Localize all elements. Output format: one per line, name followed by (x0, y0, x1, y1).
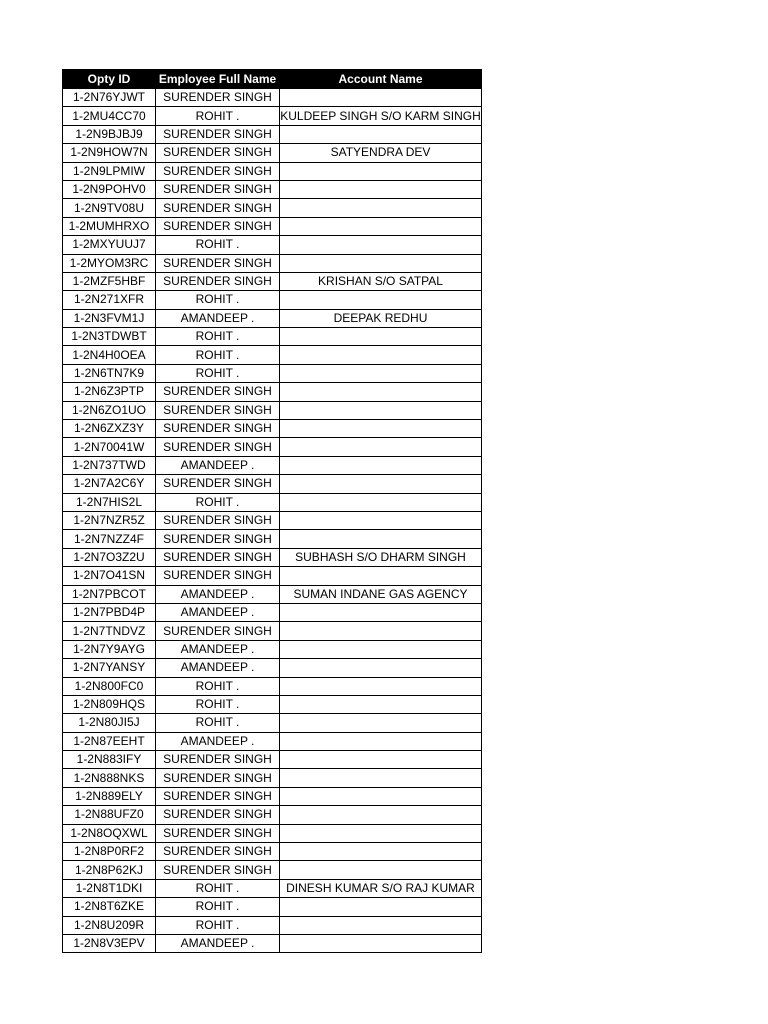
table-row (63, 236, 482, 254)
employee-name-cell: SURENDER SINGH (156, 144, 280, 162)
table-row (63, 475, 482, 493)
table-row (63, 456, 482, 474)
table-row (63, 107, 482, 125)
account-name-cell (280, 328, 482, 346)
employee-name-cell: SURENDER SINGH (156, 824, 280, 842)
opty-id-cell: 1-2N87EEHT (63, 732, 156, 750)
employee-name-cell: SURENDER SINGH (156, 162, 280, 180)
account-name-cell (280, 640, 482, 658)
header-employee-full-name: Employee Full Name (156, 70, 280, 89)
table-row (63, 879, 482, 897)
employee-name-cell: ROHIT . (156, 677, 280, 695)
account-name-cell (280, 401, 482, 419)
employee-name-cell: SURENDER SINGH (156, 769, 280, 787)
opty-id-cell: 1-2N8T6ZKE (63, 898, 156, 916)
account-name-cell (280, 714, 482, 732)
opty-id-cell: 1-2MZF5HBF (63, 272, 156, 290)
opty-id-cell: 1-2N6TN7K9 (63, 364, 156, 382)
table-row (63, 548, 482, 566)
employee-name-cell: ROHIT . (156, 493, 280, 511)
opty-id-cell: 1-2MYOM3RC (63, 254, 156, 272)
table-row (63, 695, 482, 713)
employee-name-cell: SURENDER SINGH (156, 548, 280, 566)
account-name-cell (280, 769, 482, 787)
employee-name-cell: SURENDER SINGH (156, 254, 280, 272)
opty-id-cell: 1-2N3TDWBT (63, 328, 156, 346)
account-name-cell (280, 787, 482, 805)
opty-id-cell: 1-2N271XFR (63, 291, 156, 309)
account-name-cell (280, 934, 482, 952)
table-row (63, 217, 482, 235)
account-name-cell (280, 806, 482, 824)
opty-id-cell: 1-2N8T1DKI (63, 879, 156, 897)
account-name-cell (280, 420, 482, 438)
account-name-cell (280, 824, 482, 842)
account-name-cell (280, 254, 482, 272)
header-account-name: Account Name (280, 70, 482, 89)
opty-id-cell: 1-2N8P0RF2 (63, 843, 156, 861)
opty-id-cell: 1-2N6Z3PTP (63, 383, 156, 401)
opty-id-cell: 1-2N6ZO1UO (63, 401, 156, 419)
employee-name-cell: SURENDER SINGH (156, 89, 280, 107)
opty-id-cell: 1-2N809HQS (63, 695, 156, 713)
employee-name-cell: AMANDEEP . (156, 585, 280, 603)
table-row (63, 254, 482, 272)
opty-id-cell: 1-2N80JI5J (63, 714, 156, 732)
account-name-cell: DINESH KUMAR S/O RAJ KUMAR (280, 879, 482, 897)
opty-id-cell: 1-2N800FC0 (63, 677, 156, 695)
account-name-cell (280, 732, 482, 750)
opty-id-cell: 1-2N883IFY (63, 751, 156, 769)
table-row (63, 511, 482, 529)
employee-name-cell: SURENDER SINGH (156, 861, 280, 879)
employee-name-cell: SURENDER SINGH (156, 567, 280, 585)
opty-id-cell: 1-2N70041W (63, 438, 156, 456)
employee-name-cell: SURENDER SINGH (156, 622, 280, 640)
table-row (63, 420, 482, 438)
employee-name-cell: SURENDER SINGH (156, 383, 280, 401)
employee-name-cell: ROHIT . (156, 879, 280, 897)
table-row (63, 162, 482, 180)
employee-name-cell: SURENDER SINGH (156, 751, 280, 769)
account-name-cell (280, 125, 482, 143)
employee-name-cell: ROHIT . (156, 291, 280, 309)
account-name-cell (280, 530, 482, 548)
table-row (63, 861, 482, 879)
table-row (63, 677, 482, 695)
opty-id-cell: 1-2N9POHV0 (63, 180, 156, 198)
opty-id-cell: 1-2N7TNDVZ (63, 622, 156, 640)
employee-name-cell: ROHIT . (156, 916, 280, 934)
account-name-cell (280, 751, 482, 769)
employee-name-cell: ROHIT . (156, 695, 280, 713)
employee-name-cell: SURENDER SINGH (156, 401, 280, 419)
account-name-cell (280, 180, 482, 198)
table-row (63, 769, 482, 787)
opty-id-cell: 1-2N7O3Z2U (63, 548, 156, 566)
account-name-cell (280, 217, 482, 235)
table-row (63, 199, 482, 217)
table-row (63, 732, 482, 750)
employee-name-cell: SURENDER SINGH (156, 199, 280, 217)
account-name-cell (280, 162, 482, 180)
opty-id-cell: 1-2N737TWD (63, 456, 156, 474)
opty-id-cell: 1-2N7PBCOT (63, 585, 156, 603)
opty-id-cell: 1-2N7A2C6Y (63, 475, 156, 493)
opty-id-cell: 1-2N7HIS2L (63, 493, 156, 511)
opty-id-cell: 1-2N9LPMIW (63, 162, 156, 180)
account-name-cell (280, 493, 482, 511)
table-row (63, 824, 482, 842)
employee-name-cell: AMANDEEP . (156, 640, 280, 658)
account-name-cell (280, 511, 482, 529)
employee-name-cell: ROHIT . (156, 107, 280, 125)
table-row (63, 144, 482, 162)
table-row (63, 125, 482, 143)
account-name-cell: SATYENDRA DEV (280, 144, 482, 162)
opty-id-cell: 1-2MUMHRXO (63, 217, 156, 235)
account-name-cell (280, 898, 482, 916)
table-row (63, 603, 482, 621)
account-name-cell (280, 659, 482, 677)
opty-id-cell: 1-2N8OQXWL (63, 824, 156, 842)
employee-name-cell: SURENDER SINGH (156, 530, 280, 548)
account-name-cell (280, 199, 482, 217)
table-row (63, 640, 482, 658)
account-name-cell (280, 236, 482, 254)
employee-name-cell: SURENDER SINGH (156, 806, 280, 824)
account-name-cell (280, 291, 482, 309)
account-name-cell (280, 383, 482, 401)
table-row (63, 934, 482, 952)
account-name-cell (280, 622, 482, 640)
account-name-cell: DEEPAK REDHU (280, 309, 482, 327)
employee-name-cell: SURENDER SINGH (156, 787, 280, 805)
opty-id-cell: 1-2N7YANSY (63, 659, 156, 677)
opty-id-cell: 1-2N9TV08U (63, 199, 156, 217)
table-row (63, 659, 482, 677)
table-row (63, 567, 482, 585)
opty-id-cell: 1-2N7Y9AYG (63, 640, 156, 658)
opty-id-cell: 1-2N9HOW7N (63, 144, 156, 162)
table-row (63, 585, 482, 603)
account-name-cell (280, 916, 482, 934)
table-row (63, 806, 482, 824)
table-body (63, 89, 482, 953)
table-row (63, 843, 482, 861)
employee-name-cell: AMANDEEP . (156, 659, 280, 677)
employee-name-cell: ROHIT . (156, 328, 280, 346)
table-row (63, 89, 482, 107)
account-name-cell (280, 861, 482, 879)
employee-name-cell: AMANDEEP . (156, 603, 280, 621)
account-name-cell: KULDEEP SINGH S/O KARM SINGH (280, 107, 482, 125)
account-name-cell (280, 603, 482, 621)
account-name-cell (280, 364, 482, 382)
employee-name-cell: AMANDEEP . (156, 456, 280, 474)
table-row (63, 530, 482, 548)
table-row (63, 751, 482, 769)
table-row (63, 401, 482, 419)
table-row (63, 383, 482, 401)
employee-name-cell: AMANDEEP . (156, 309, 280, 327)
table-row (63, 291, 482, 309)
employee-name-cell: AMANDEEP . (156, 934, 280, 952)
employee-name-cell: SURENDER SINGH (156, 420, 280, 438)
header-row (63, 70, 482, 89)
opty-id-cell: 1-2N8V3EPV (63, 934, 156, 952)
opty-id-cell: 1-2MU4CC70 (63, 107, 156, 125)
employee-name-cell: SURENDER SINGH (156, 843, 280, 861)
opty-id-cell: 1-2N7NZR5Z (63, 511, 156, 529)
account-name-cell: KRISHAN S/O SATPAL (280, 272, 482, 290)
table-row (63, 346, 482, 364)
table-row (63, 272, 482, 290)
table-row (63, 714, 482, 732)
employee-name-cell: ROHIT . (156, 898, 280, 916)
opty-id-cell: 1-2N7PBD4P (63, 603, 156, 621)
opty-id-cell: 1-2N7NZZ4F (63, 530, 156, 548)
employee-name-cell: SURENDER SINGH (156, 438, 280, 456)
opty-id-cell: 1-2N7O41SN (63, 567, 156, 585)
employee-name-cell: SURENDER SINGH (156, 125, 280, 143)
opty-id-cell: 1-2N3FVM1J (63, 309, 156, 327)
opty-id-cell: 1-2N8P62KJ (63, 861, 156, 879)
table-row (63, 438, 482, 456)
account-name-cell (280, 695, 482, 713)
employee-name-cell: ROHIT . (156, 714, 280, 732)
table-row (63, 328, 482, 346)
table-row (63, 180, 482, 198)
opty-id-cell: 1-2N8U209R (63, 916, 156, 934)
data-table (62, 69, 482, 953)
opty-id-cell: 1-2N888NKS (63, 769, 156, 787)
account-name-cell (280, 89, 482, 107)
employee-name-cell: AMANDEEP . (156, 732, 280, 750)
table-row (63, 622, 482, 640)
opty-id-cell: 1-2MXYUUJ7 (63, 236, 156, 254)
opty-id-cell: 1-2N9BJBJ9 (63, 125, 156, 143)
employee-name-cell: ROHIT . (156, 346, 280, 364)
opty-id-cell: 1-2N6ZXZ3Y (63, 420, 156, 438)
account-name-cell (280, 475, 482, 493)
account-name-cell (280, 843, 482, 861)
opty-id-cell: 1-2N4H0OEA (63, 346, 156, 364)
account-name-cell (280, 567, 482, 585)
employee-name-cell: SURENDER SINGH (156, 180, 280, 198)
account-name-cell: SUMAN INDANE GAS AGENCY (280, 585, 482, 603)
opty-id-cell: 1-2N76YJWT (63, 89, 156, 107)
account-name-cell (280, 677, 482, 695)
account-name-cell: SUBHASH S/O DHARM SINGH (280, 548, 482, 566)
table-row (63, 493, 482, 511)
opty-id-cell: 1-2N889ELY (63, 787, 156, 805)
account-name-cell (280, 438, 482, 456)
employee-name-cell: SURENDER SINGH (156, 272, 280, 290)
header-opty-id: Opty ID (63, 70, 156, 89)
table-row (63, 364, 482, 382)
table-row (63, 309, 482, 327)
employee-name-cell: SURENDER SINGH (156, 475, 280, 493)
table-row (63, 898, 482, 916)
account-name-cell (280, 346, 482, 364)
table-row (63, 916, 482, 934)
opty-id-cell: 1-2N88UFZ0 (63, 806, 156, 824)
employee-name-cell: ROHIT . (156, 364, 280, 382)
employee-name-cell: SURENDER SINGH (156, 217, 280, 235)
account-name-cell (280, 456, 482, 474)
employee-name-cell: ROHIT . (156, 236, 280, 254)
table-row (63, 787, 482, 805)
employee-name-cell: SURENDER SINGH (156, 511, 280, 529)
